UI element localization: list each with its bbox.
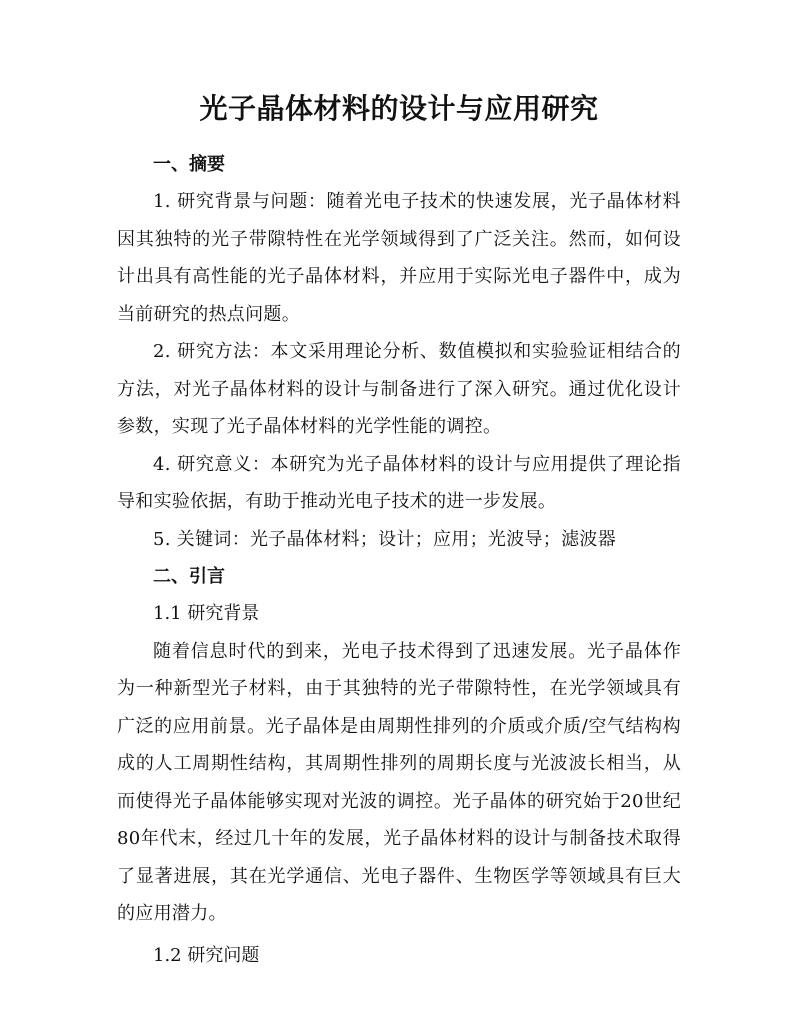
document-title: 光子晶体材料的设计与应用研究: [199, 92, 599, 125]
abstract-item-method: 2. 研究方法：本文采用理论分析、数值模拟和实验验证相结合的方法，对光子晶体材料的设计与制备进行了深入研究。通过优化设计参数，实现了光子晶体材料的光学性能的调控。: [117, 341, 681, 437]
intro-heading: 二、引言: [153, 566, 225, 587]
abstract-heading: 一、摘要: [153, 154, 225, 175]
abstract-item-significance: 4. 研究意义：本研究为光子晶体材料的设计与应用提供了理论指导和实验依据，有助于推动光电子技术的进一步发展。: [117, 453, 681, 512]
intro-paragraph: 随着信息时代的到来，光电子技术得到了迅速发展。光子晶体作为一种新型光子材料，由于其独特的光子带隙特性，在光学领域具有广泛的应用前景。光子晶体是由周期性排列的介质或介质/空气结构构成的人工周期性结构，其周期性排列的周期长度与光波波长相当，从而使得光子晶体能够实现对光波的调控。光子晶体的研究始于20世纪80年代末，经过几十年的发展，光子晶体材料的设计与制备技术取得了显著进展，其在光学通信、光电子器件、生物医学等领域具有巨大的应用潜力。: [117, 640, 681, 924]
abstract-item-keywords: 5. 关键词：光子晶体材料；设计；应用；光波导；滤波器: [153, 528, 616, 550]
intro-subheading-background: 1.1 研究背景: [153, 603, 260, 624]
abstract-item-background: 1. 研究背景与问题：随着光电子技术的快速发展，光子晶体材料因其独特的光子带隙特性在光学领域得到了广泛关注。然而，如何设计出具有高性能的光子晶体材料，并应用于实际光电子器件中，成为当前研究的热点问题。: [117, 191, 681, 325]
intro-subheading-problem: 1.2 研究问题: [153, 944, 260, 966]
